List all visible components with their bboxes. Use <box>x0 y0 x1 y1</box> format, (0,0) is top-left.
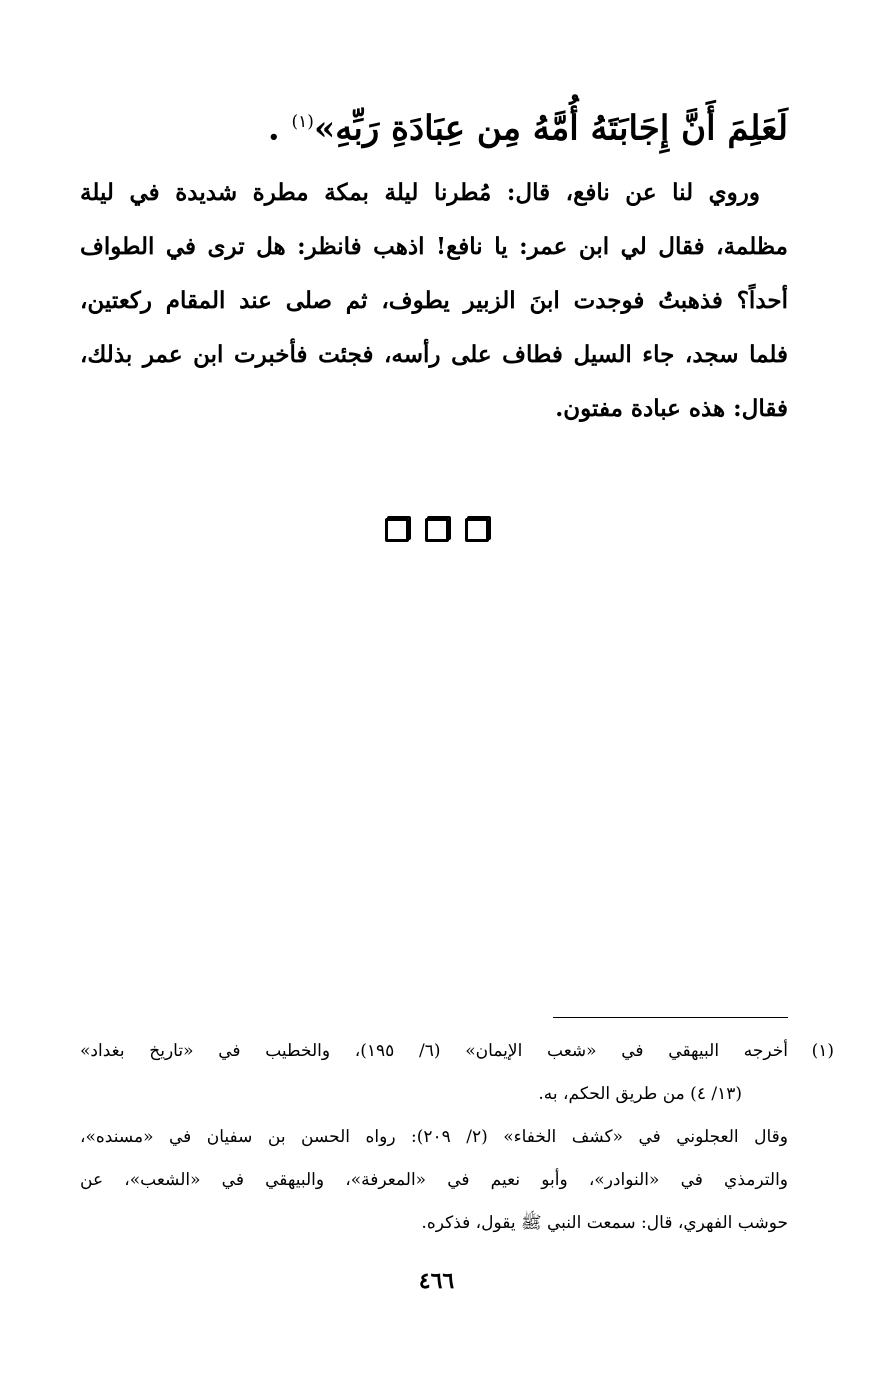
body-line: وروي لنا عن نافع، قال: مُطرنا ليلة بمكة مطرة شديدة في ليلة <box>80 179 760 206</box>
footnote-text: أخرجه البيهقي في «شعب الإيمان» (٦/ ١٩٥)، والخطيب في «تاريخ بغداد» <box>80 1041 788 1061</box>
quote-text: لَعَلِمَ أَنَّ إِجَابَتَهُ أُمَّهُ مِن عِبَادَةِ رَبِّهِ» <box>313 108 788 149</box>
body-line: فلما سجد، جاء السيل فطاف على رأسه، فجئت فأخبرت ابن عمر بذلك، <box>80 341 788 368</box>
footnote-line: والترمذي في «النوادر»، وأبو نعيم في «المعرفة»، والبيهقي في «الشعب»، عن <box>80 1170 788 1190</box>
separator-box-icon <box>425 518 449 542</box>
body-line: أحداً؟ فذهبتُ فوجدت ابنَ الزبير يطوف، ثم صلى عند المقام ركعتين، <box>80 287 788 314</box>
footnote-line <box>80 1030 834 1073</box>
footnote-reference[interactable]: (١) <box>291 112 314 132</box>
page-number: ٤٦٦ <box>418 1268 455 1294</box>
footnote-number: (١) <box>811 1041 834 1061</box>
body-line: مظلمة، فقال لي ابن عمر: يا نافع! اذهب فانظر: هل ترى في الطواف <box>80 233 788 260</box>
quote-end-mark: . <box>267 108 280 149</box>
footnote-line: (١٣/ ٤) من طريق الحكم، به. <box>538 1084 742 1104</box>
separator-box-icon <box>465 518 489 542</box>
footnotes <box>80 1030 834 1245</box>
separator-box-icon <box>385 518 409 542</box>
footnote-line: وقال العجلوني في «كشف الخفاء» (٢/ ٢٠٩): رواه الحسن بن سفيان في «مسنده»، <box>80 1127 788 1147</box>
body-paragraph <box>80 166 788 436</box>
body-line: فقال: هذه عبادة مفتون. <box>555 395 788 422</box>
quote-line <box>80 92 788 158</box>
footnote-divider <box>553 1017 788 1018</box>
footnote-line: حوشب الفهري، قال: سمعت النبي ﷺ يقول، فذكره. <box>421 1213 788 1233</box>
section-separator <box>0 518 873 542</box>
